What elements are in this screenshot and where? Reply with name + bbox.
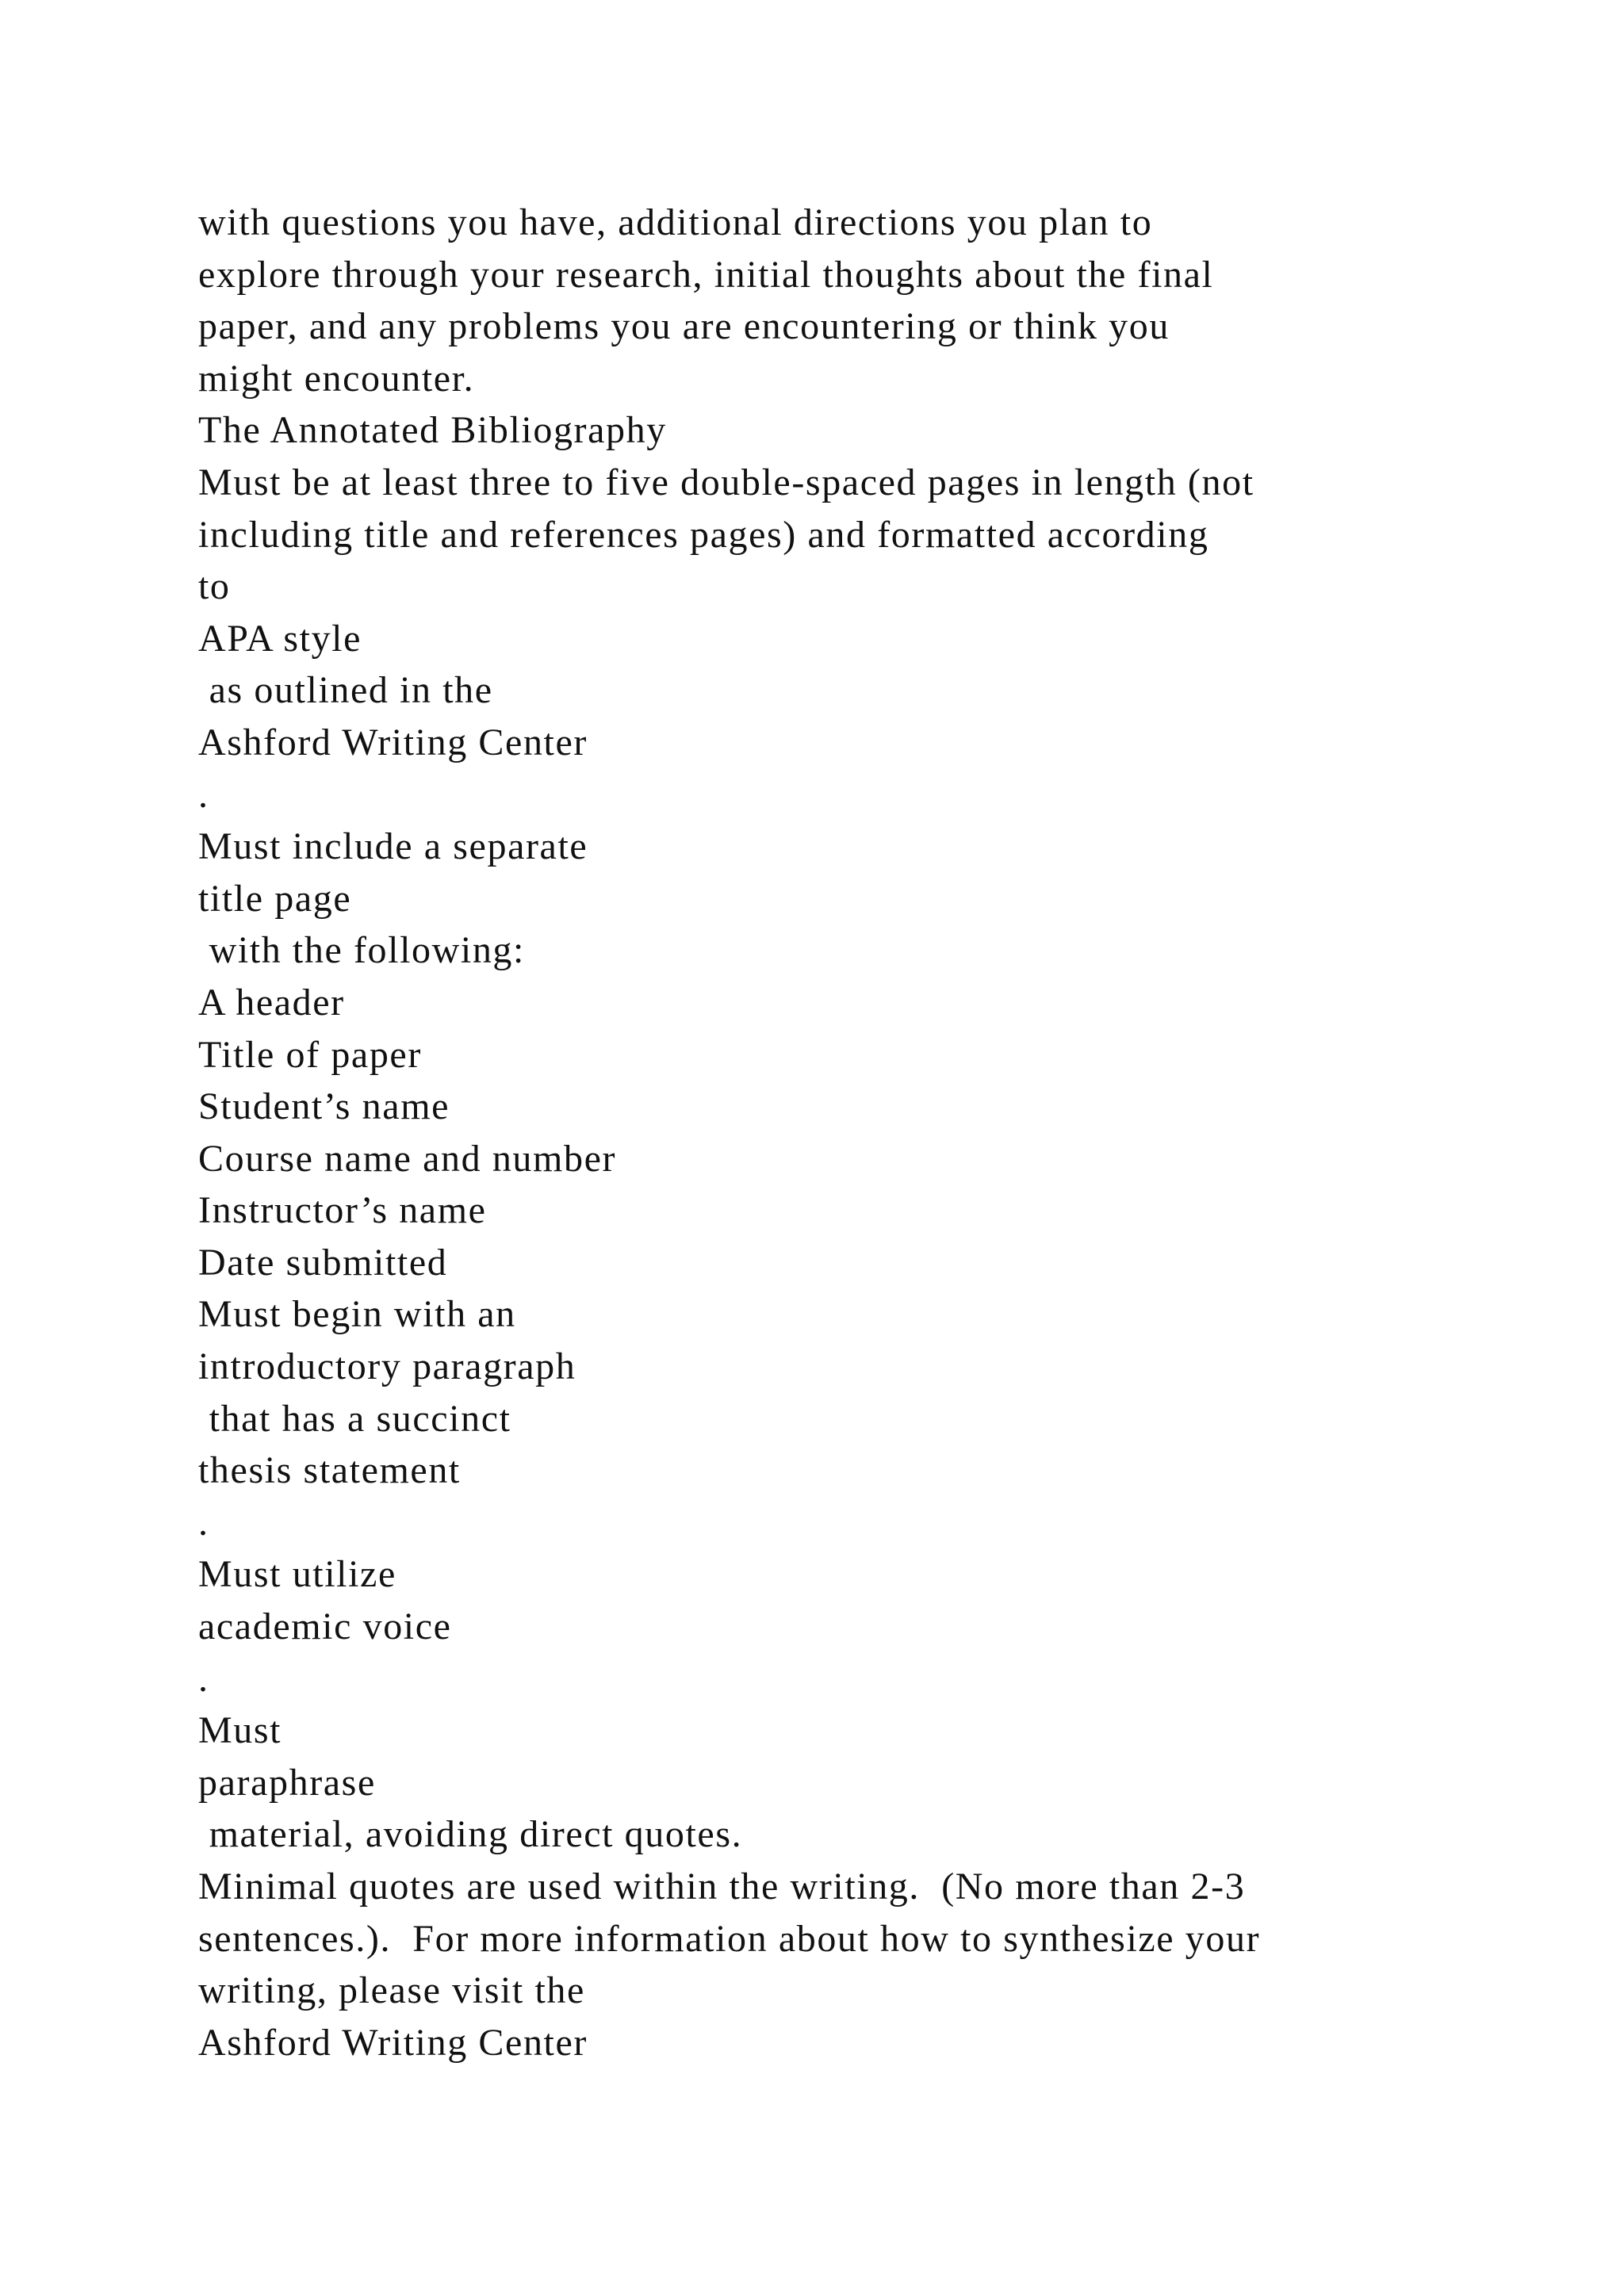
text-line: with questions you have, additional directions you plan to: [198, 201, 1153, 243]
text-line: .: [198, 773, 209, 816]
text-line: paraphrase: [198, 1761, 376, 1804]
text-line: writing, please visit the: [198, 1969, 585, 2012]
section-heading: The Annotated Bibliography: [198, 409, 667, 452]
text-line: Ashford Writing Center: [198, 721, 588, 763]
text-line: paper, and any problems you are encountering or think you: [198, 305, 1170, 348]
text-line: Course name and number: [198, 1137, 617, 1180]
text-line: to: [198, 565, 231, 608]
text-line: as outlined in the: [198, 669, 493, 712]
text-line: thesis statement: [198, 1449, 461, 1492]
text-line: Date submitted: [198, 1241, 448, 1284]
text-line: Must be at least three to five double-spaced pages in length (not: [198, 461, 1254, 503]
text-line: .: [198, 1501, 209, 1544]
document-body: [198, 197, 1546, 2068]
text-line: Must begin with an: [198, 1293, 516, 1336]
text-line: Instructor’s name: [198, 1189, 487, 1232]
text-line: including title and references pages) and formatted according: [198, 513, 1209, 556]
text-line: Minimal quotes are used within the writing. (No more than 2-3: [198, 1866, 1246, 1908]
text-line: APA style: [198, 617, 362, 660]
text-line: Title of paper: [198, 1033, 422, 1076]
text-line: Must: [198, 1709, 282, 1752]
text-line: A header: [198, 981, 345, 1024]
text-line: that has a succinct: [198, 1397, 511, 1440]
text-line: sentences.). For more information about how to synthesize your: [198, 1917, 1261, 1960]
text-line: academic voice: [198, 1605, 452, 1648]
text-line: explore through your research, initial thoughts about the final: [198, 253, 1214, 296]
text-line: might encounter.: [198, 357, 475, 400]
text-line: material, avoiding direct quotes.: [198, 1813, 743, 1856]
text-line: Must include a separate: [198, 825, 588, 868]
text-line: Ashford Writing Center: [198, 2021, 588, 2064]
text-line: Student’s name: [198, 1085, 450, 1128]
text-line: title page: [198, 877, 352, 920]
text-line: .: [198, 1657, 209, 1700]
text-line: introductory paragraph: [198, 1345, 576, 1388]
text-line: Must utilize: [198, 1553, 396, 1596]
text-line: with the following:: [198, 929, 525, 972]
